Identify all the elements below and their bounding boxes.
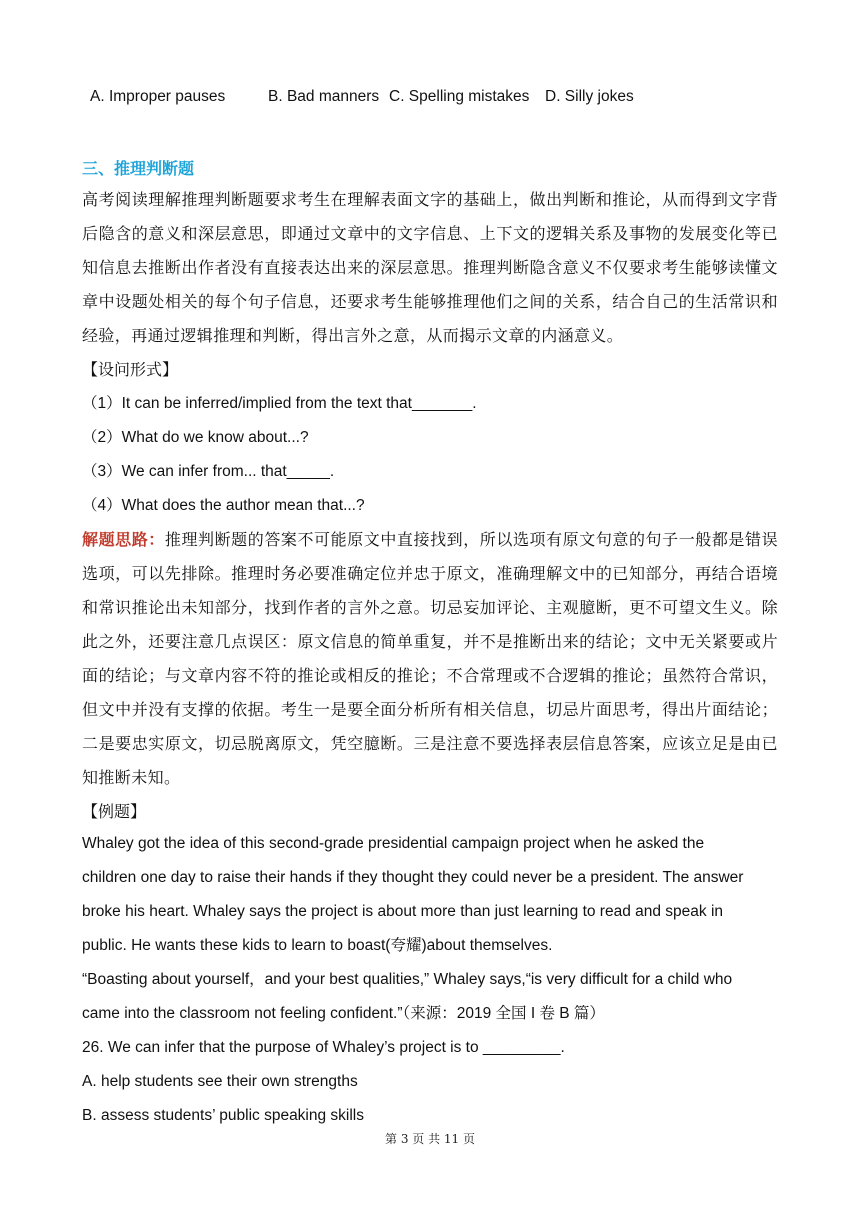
section-heading: 三、推理判断题 xyxy=(82,159,195,178)
question-stem: 26. We can infer that the purpose of Whaley’s project is to _________. xyxy=(82,1039,565,1056)
passage-line: children one day to raise their hands if they thought they could never be a president. The answer xyxy=(82,869,744,886)
question-form-3: （3）We can infer from... that_____. xyxy=(82,463,335,480)
passage-line: came into the classroom not feeling confident.”（来源：2019 全国 I 卷 B 篇） xyxy=(82,1005,605,1022)
intro-paragraph: 高考阅读理解推理判断题要求考生在理解表面文字的基础上，做出判断和推论，从而得到文字背后隐含的意义和深层意思，即通过文章中的文字信息、上下文的逻辑关系及事物的发展变化等已知信息去推断出作者没有直接表达出来的深层意思。推理判断隐含意义不仅要求考生能够读懂文章中设题处相关的每个句子信息，还要求考生能够推理他们之间的关系，结合自己的生活常识和经验，再通过逻辑推理和判断，得出言外之意，从而揭示文章的内涵意义。 xyxy=(82,190,778,345)
option-a: A. Improper pauses xyxy=(90,88,226,105)
answer-option-b: B. assess students’ public speaking skills xyxy=(82,1107,365,1124)
tips-text: 推理判断题的答案不可能原文中直接找到，所以选项有原文句意的句子一般都是错误选项，可以先排除。推理时务必要准确定位并忠于原文，准确理解文中的已知部分，再结合语境和常识推论出未知部分，找到作者的言外之意。切忌妄加评论、主观臆断，更不可望文生义。除此之外，还要注意几点误区：原文信息的简单重复，并不是推断出来的结论；文中无关紧要或片面的结论；与文章内容不符的推论或相反的推论；不合常理或不合逻辑的推论；虽然符合常识，但文中并没有支撑的依据。考生一是要全面分析所有相关信息，切忌片面思考，得出片面结论；二是要忠实原文，切忌脱离原文，凭空臆断。三是注意不要选择表层信息答案，应该立足是由已知推断未知。 xyxy=(82,530,778,787)
example-label: 【例题】 xyxy=(82,802,147,821)
question-form-4: （4）What does the author mean that...? xyxy=(82,497,365,514)
passage-line: “Boasting about yourself，and your best qualities,” Whaley says,“is very difficult for a child who xyxy=(82,971,733,988)
passage-line: Whaley got the idea of this second-grade presidential campaign project when he asked the xyxy=(82,835,705,852)
page-footer: 第 3 页 共 11 页 xyxy=(385,1132,475,1146)
question-form-2: （2）What do we know about...? xyxy=(82,429,309,446)
passage-line: public. He wants these kids to learn to boast(夸耀)about themselves. xyxy=(82,937,553,954)
solving-tips xyxy=(82,523,778,795)
tips-label: 解题思路： xyxy=(82,530,165,549)
question-form-1: （1）It can be inferred/implied from the text that_______. xyxy=(82,395,477,412)
option-b: B. Bad manners xyxy=(268,88,380,105)
option-c: C. Spelling mistakes xyxy=(389,88,530,105)
question-forms-label: 【设问形式】 xyxy=(82,360,179,379)
passage-line: broke his heart. Whaley says the project is about more than just learning to read and speak in xyxy=(82,903,724,920)
answer-option-a: A. help students see their own strengths xyxy=(82,1073,358,1090)
option-d: D. Silly jokes xyxy=(545,88,634,105)
